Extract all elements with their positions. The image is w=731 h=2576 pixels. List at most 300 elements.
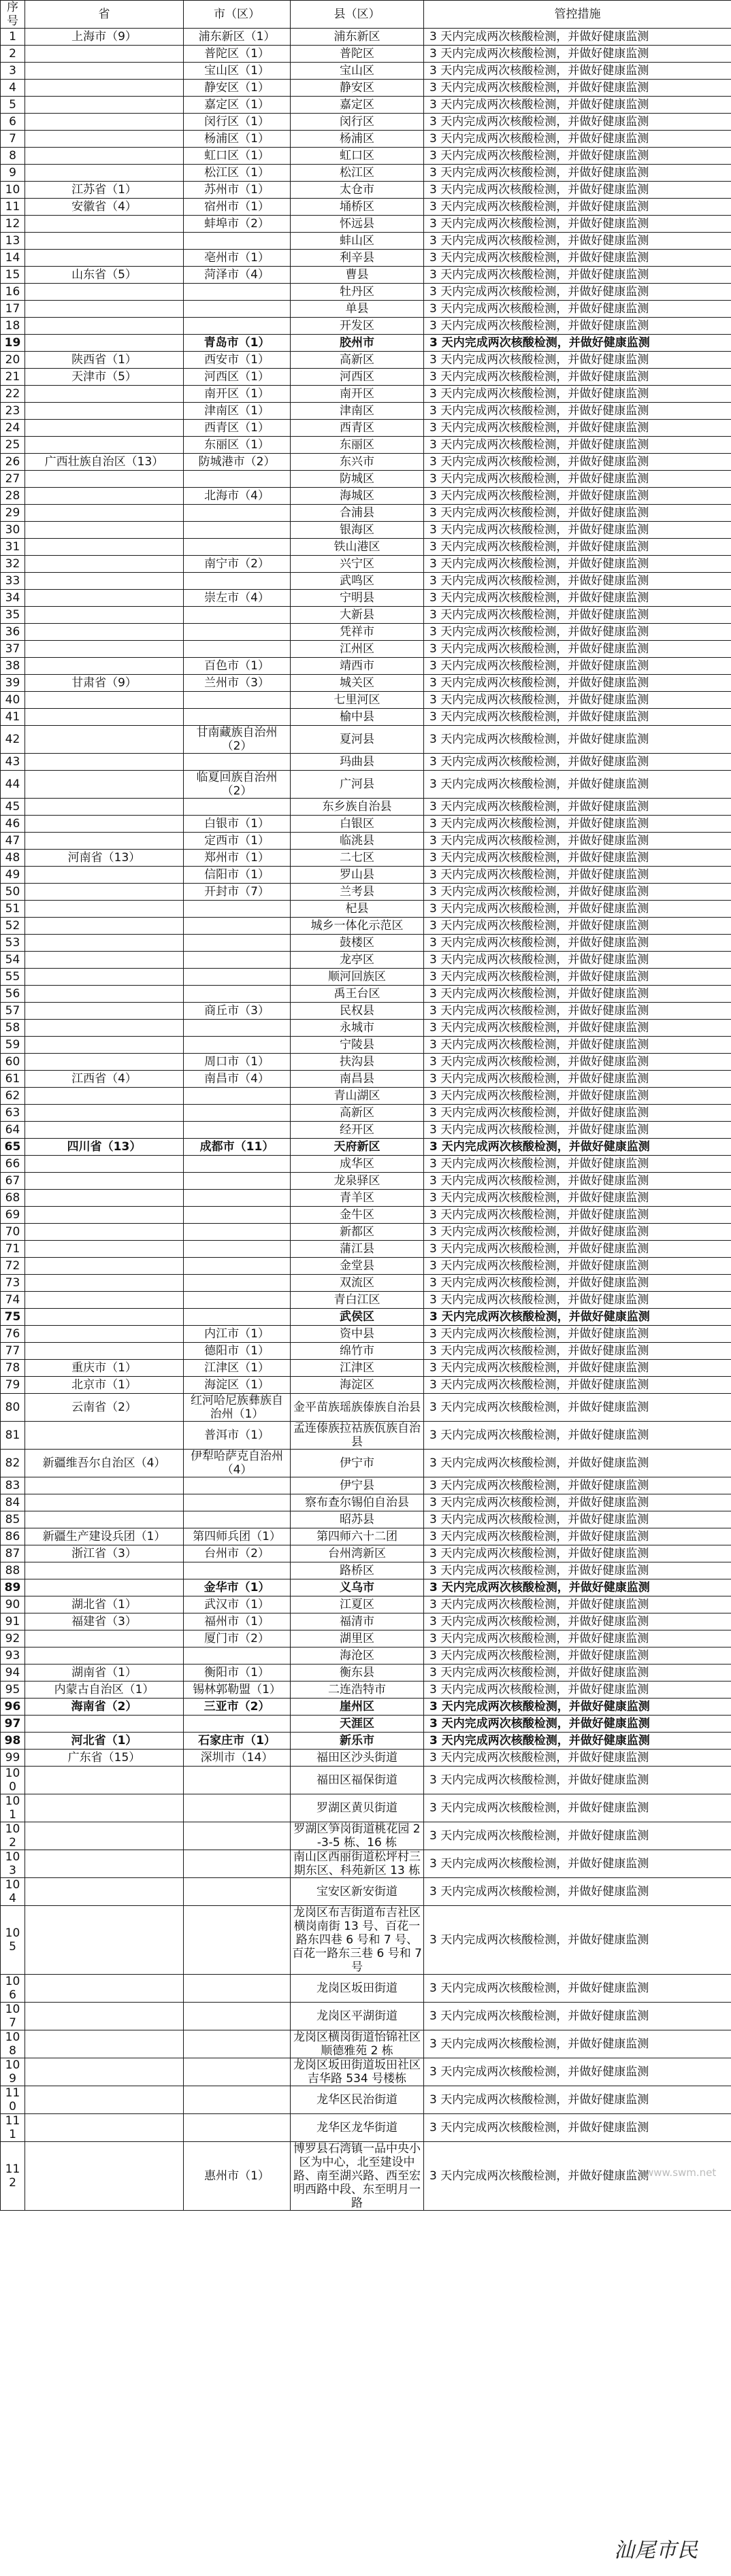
county-cell: 杞县	[291, 901, 424, 918]
province-cell	[25, 301, 184, 318]
row-index-cell: 62	[1, 1088, 25, 1105]
row-index-cell: 35	[1, 607, 25, 624]
province-cell	[25, 1822, 184, 1850]
measure-cell: 3 天内完成两次核酸检测，并做好健康监测	[424, 1088, 731, 1105]
county-cell: 新都区	[291, 1224, 424, 1241]
city-cell: 松江区（1）	[184, 165, 291, 182]
province-cell	[25, 1343, 184, 1360]
row-index-cell: 69	[1, 1207, 25, 1224]
province-cell	[25, 1224, 184, 1241]
row-index-cell: 7	[1, 131, 25, 148]
measure-cell: 3 天内完成两次核酸检测，并做好健康监测	[424, 1665, 731, 1682]
city-cell: 静安区（1）	[184, 80, 291, 97]
province-cell	[25, 867, 184, 884]
county-cell: 津南区	[291, 403, 424, 420]
table-row	[1, 1850, 731, 1878]
table-row	[1, 692, 731, 709]
province-cell	[25, 1716, 184, 1733]
column-header: 市（区）	[184, 1, 291, 29]
measure-cell: 3 天内完成两次核酸检测，并做好健康监测	[424, 471, 731, 488]
row-index-cell: 112	[1, 2142, 25, 2211]
county-cell: 民权县	[291, 1003, 424, 1020]
county-cell: 龙泉驿区	[291, 1173, 424, 1190]
city-cell: 红河哈尼族彝族自治州（1）	[184, 1394, 291, 1422]
county-cell: 青羊区	[291, 1190, 424, 1207]
city-cell: 惠州市（1）	[184, 2142, 291, 2211]
city-cell	[184, 284, 291, 301]
measure-cell: 3 天内完成两次核酸检测，并做好健康监测	[424, 918, 731, 935]
row-index-cell: 40	[1, 692, 25, 709]
row-index-cell: 8	[1, 148, 25, 165]
row-index-cell: 76	[1, 1326, 25, 1343]
row-index-cell: 98	[1, 1733, 25, 1750]
province-cell	[25, 692, 184, 709]
measure-cell: 3 天内完成两次核酸检测，并做好健康监测	[424, 624, 731, 641]
row-index-cell: 14	[1, 250, 25, 267]
city-cell: 浦东新区（1）	[184, 29, 291, 46]
city-cell	[184, 1156, 291, 1173]
row-index-cell: 104	[1, 1878, 25, 1906]
province-cell	[25, 1105, 184, 1122]
watermark-url: www.swm.net	[645, 2167, 717, 2179]
county-cell: 鼓楼区	[291, 935, 424, 952]
city-cell	[184, 1794, 291, 1822]
province-cell	[25, 539, 184, 556]
county-cell: 曹县	[291, 267, 424, 284]
measure-cell: 3 天内完成两次核酸检测，并做好健康监测	[424, 1037, 731, 1054]
table-row	[1, 80, 731, 97]
county-cell: 东兴市	[291, 454, 424, 471]
row-index-cell: 44	[1, 771, 25, 799]
table-row	[1, 454, 731, 471]
column-header: 序号	[1, 1, 25, 29]
county-cell: 武鸣区	[291, 573, 424, 590]
table-row	[1, 1360, 731, 1377]
row-index-cell: 13	[1, 233, 25, 250]
county-cell: 兴宁区	[291, 556, 424, 573]
column-header: 县（区）	[291, 1, 424, 29]
table-row	[1, 1906, 731, 1975]
measure-cell: 3 天内完成两次核酸检测，并做好健康监测	[424, 1822, 731, 1850]
table-row	[1, 607, 731, 624]
measure-cell: 3 天内完成两次核酸检测，并做好健康监测	[424, 386, 731, 403]
table-row	[1, 952, 731, 969]
county-cell: 城乡一体化示范区	[291, 918, 424, 935]
city-cell: 临夏回族自治州（2）	[184, 771, 291, 799]
table-row	[1, 505, 731, 522]
measure-cell: 3 天内完成两次核酸检测，并做好健康监测	[424, 114, 731, 131]
measure-cell: 3 天内完成两次核酸检测，并做好健康监测	[424, 1105, 731, 1122]
city-cell	[184, 318, 291, 335]
table-row	[1, 63, 731, 80]
province-cell	[25, 420, 184, 437]
measure-cell: 3 天内完成两次核酸检测，并做好健康监测	[424, 590, 731, 607]
table-row	[1, 1343, 731, 1360]
row-index-cell: 106	[1, 1975, 25, 2003]
city-cell: 津南区（1）	[184, 403, 291, 420]
measure-cell: 3 天内完成两次核酸检测，并做好健康监测	[424, 692, 731, 709]
province-cell	[25, 556, 184, 573]
county-cell: 铁山港区	[291, 539, 424, 556]
measure-cell: 3 天内完成两次核酸检测，并做好健康监测	[424, 1139, 731, 1156]
city-cell	[184, 952, 291, 969]
county-cell: 海沧区	[291, 1647, 424, 1665]
province-cell	[25, 1190, 184, 1207]
table-row	[1, 573, 731, 590]
province-cell	[25, 1088, 184, 1105]
row-index-cell: 71	[1, 1241, 25, 1258]
row-index-cell: 32	[1, 556, 25, 573]
province-cell: 内蒙古自治区（1）	[25, 1682, 184, 1699]
county-cell: 天涯区	[291, 1716, 424, 1733]
city-cell	[184, 1241, 291, 1258]
county-cell: 静安区	[291, 80, 424, 97]
measure-cell: 3 天内完成两次核酸检测，并做好健康监测	[424, 233, 731, 250]
county-cell: 龙亭区	[291, 952, 424, 969]
row-index-cell: 89	[1, 1579, 25, 1596]
measure-cell: 3 天内完成两次核酸检测，并做好健康监测	[424, 505, 731, 522]
table-row	[1, 1054, 731, 1071]
measure-cell: 3 天内完成两次核酸检测，并做好健康监测	[424, 335, 731, 352]
city-cell: 定西市（1）	[184, 833, 291, 850]
county-cell: 南昌县	[291, 1071, 424, 1088]
county-cell: 扶沟县	[291, 1054, 424, 1071]
row-index-cell: 99	[1, 1750, 25, 1767]
county-cell: 二连浩特市	[291, 1682, 424, 1699]
row-index-cell: 84	[1, 1494, 25, 1511]
row-index-cell: 10	[1, 182, 25, 199]
table-row	[1, 2003, 731, 2030]
county-cell: 怀远县	[291, 216, 424, 233]
measure-cell: 3 天内完成两次核酸检测，并做好健康监测	[424, 754, 731, 771]
city-cell	[184, 692, 291, 709]
row-index-cell: 6	[1, 114, 25, 131]
city-cell: 深圳市（14）	[184, 1750, 291, 1767]
province-cell: 陕西省（1）	[25, 352, 184, 369]
table-row	[1, 969, 731, 986]
measure-cell: 3 天内完成两次核酸检测，并做好健康监测	[424, 1511, 731, 1528]
measure-cell: 3 天内完成两次核酸检测，并做好健康监测	[424, 771, 731, 799]
city-cell: 普洱市（1）	[184, 1422, 291, 1450]
row-index-cell: 50	[1, 884, 25, 901]
province-cell	[25, 131, 184, 148]
province-cell: 广西壮族自治区（13）	[25, 454, 184, 471]
province-cell: 安徽省（4）	[25, 199, 184, 216]
row-index-cell: 77	[1, 1343, 25, 1360]
county-cell: 罗湖区笋岗街道桃花园 2-3-5 栋、16 栋	[291, 1822, 424, 1850]
measure-cell: 3 天内完成两次核酸检测，并做好健康监测	[424, 1343, 731, 1360]
table-row	[1, 1394, 731, 1422]
city-cell	[184, 1477, 291, 1494]
measure-cell: 3 天内完成两次核酸检测，并做好健康监测	[424, 1394, 731, 1422]
county-cell: 靖西市	[291, 658, 424, 675]
table-row	[1, 284, 731, 301]
table-row	[1, 301, 731, 318]
row-index-cell: 64	[1, 1122, 25, 1139]
table-row	[1, 1088, 731, 1105]
measure-cell: 3 天内完成两次核酸检测，并做好健康监测	[424, 352, 731, 369]
table-row	[1, 1037, 731, 1054]
province-cell	[25, 2086, 184, 2114]
province-cell	[25, 97, 184, 114]
measure-cell: 3 天内完成两次核酸检测，并做好健康监测	[424, 2086, 731, 2114]
city-cell	[184, 1088, 291, 1105]
measure-cell: 3 天内完成两次核酸检测，并做好健康监测	[424, 641, 731, 658]
county-cell: 福田区沙头街道	[291, 1750, 424, 1767]
county-cell: 金牛区	[291, 1207, 424, 1224]
measure-cell: 3 天内完成两次核酸检测，并做好健康监测	[424, 182, 731, 199]
province-cell	[25, 1258, 184, 1275]
measure-cell: 3 天内完成两次核酸检测，并做好健康监测	[424, 1682, 731, 1699]
province-cell	[25, 335, 184, 352]
province-cell	[25, 754, 184, 771]
county-cell: 埇桥区	[291, 199, 424, 216]
province-cell	[25, 1906, 184, 1975]
county-cell: 江州区	[291, 641, 424, 658]
measure-cell: 3 天内完成两次核酸检测，并做好健康监测	[424, 2114, 731, 2142]
row-index-cell: 101	[1, 1794, 25, 1822]
city-cell: 信阳市（1）	[184, 867, 291, 884]
measure-cell: 3 天内完成两次核酸检测，并做好健康监测	[424, 1630, 731, 1647]
city-cell: 蚌埠市（2）	[184, 216, 291, 233]
table-row	[1, 1750, 731, 1767]
row-index-cell: 26	[1, 454, 25, 471]
measure-cell: 3 天内完成两次核酸检测，并做好健康监测	[424, 437, 731, 454]
province-cell	[25, 1292, 184, 1309]
measure-cell: 3 天内完成两次核酸检测，并做好健康监测	[424, 1156, 731, 1173]
city-cell	[184, 1975, 291, 2003]
table-row	[1, 1207, 731, 1224]
measure-cell: 3 天内完成两次核酸检测，并做好健康监测	[424, 1309, 731, 1326]
row-index-cell: 48	[1, 850, 25, 867]
table-row	[1, 1258, 731, 1275]
measure-cell: 3 天内完成两次核酸检测，并做好健康监测	[424, 1528, 731, 1545]
county-cell: 南开区	[291, 386, 424, 403]
table-row	[1, 2142, 731, 2211]
city-cell	[184, 1020, 291, 1037]
city-cell: 东丽区（1）	[184, 437, 291, 454]
county-cell: 龙岗区横岗街道怡锦社区顺德雅苑 2 栋	[291, 2030, 424, 2058]
table-row	[1, 1579, 731, 1596]
measure-cell: 3 天内完成两次核酸检测，并做好健康监测	[424, 935, 731, 952]
province-cell	[25, 1241, 184, 1258]
table-row	[1, 726, 731, 754]
city-cell: 德阳市（1）	[184, 1343, 291, 1360]
table-row	[1, 386, 731, 403]
county-cell: 虹口区	[291, 148, 424, 165]
province-cell	[25, 1630, 184, 1647]
row-index-cell: 87	[1, 1545, 25, 1562]
county-cell: 台州湾新区	[291, 1545, 424, 1562]
table-row	[1, 1139, 731, 1156]
row-index-cell: 68	[1, 1190, 25, 1207]
measure-cell: 3 天内完成两次核酸检测，并做好健康监测	[424, 148, 731, 165]
row-index-cell: 30	[1, 522, 25, 539]
measure-cell: 3 天内完成两次核酸检测，并做好健康监测	[424, 63, 731, 80]
county-cell: 龙岗区坂田街道	[291, 1975, 424, 2003]
city-cell: 第四师兵团（1）	[184, 1528, 291, 1545]
measure-cell: 3 天内完成两次核酸检测，并做好健康监测	[424, 1360, 731, 1377]
city-cell	[184, 1292, 291, 1309]
row-index-cell: 92	[1, 1630, 25, 1647]
row-index-cell: 3	[1, 63, 25, 80]
row-index-cell: 47	[1, 833, 25, 850]
province-cell	[25, 641, 184, 658]
county-cell: 孟连傣族拉祜族佤族自治县	[291, 1422, 424, 1450]
table-header-row	[1, 1, 731, 29]
city-cell	[184, 607, 291, 624]
measure-cell: 3 天内完成两次核酸检测，并做好健康监测	[424, 46, 731, 63]
measure-cell: 3 天内完成两次核酸检测，并做好健康监测	[424, 1173, 731, 1190]
county-cell: 龙岗区坂田街道坂田社区吉华路 534 号楼栋	[291, 2058, 424, 2086]
table-row	[1, 182, 731, 199]
row-index-cell: 39	[1, 675, 25, 692]
table-row	[1, 335, 731, 352]
province-cell	[25, 658, 184, 675]
table-row	[1, 216, 731, 233]
county-cell: 海淀区	[291, 1377, 424, 1394]
county-cell: 西青区	[291, 420, 424, 437]
province-cell	[25, 1579, 184, 1596]
city-cell	[184, 539, 291, 556]
province-cell	[25, 1794, 184, 1822]
measure-cell: 3 天内完成两次核酸检测，并做好健康监测	[424, 1377, 731, 1394]
table-row	[1, 986, 731, 1003]
measure-cell: 3 天内完成两次核酸检测，并做好健康监测	[424, 1450, 731, 1477]
province-cell	[25, 1037, 184, 1054]
city-cell: 百色市（1）	[184, 658, 291, 675]
city-cell: 锡林郭勒盟（1）	[184, 1682, 291, 1699]
measure-cell: 3 天内完成两次核酸检测，并做好健康监测	[424, 29, 731, 46]
city-cell	[184, 799, 291, 816]
measure-cell: 3 天内完成两次核酸检测，并做好健康监测	[424, 1071, 731, 1088]
province-cell	[25, 726, 184, 754]
province-cell	[25, 986, 184, 1003]
table-row	[1, 1528, 731, 1545]
table-row	[1, 1173, 731, 1190]
measure-cell: 3 天内完成两次核酸检测，并做好健康监测	[424, 539, 731, 556]
row-index-cell: 75	[1, 1309, 25, 1326]
table-row	[1, 1613, 731, 1630]
row-index-cell: 61	[1, 1071, 25, 1088]
city-cell	[184, 505, 291, 522]
table-row	[1, 1105, 731, 1122]
city-cell	[184, 1224, 291, 1241]
city-cell: 亳州市（1）	[184, 250, 291, 267]
city-cell	[184, 1190, 291, 1207]
province-cell: 海南省（2）	[25, 1699, 184, 1716]
row-index-cell: 24	[1, 420, 25, 437]
province-cell	[25, 46, 184, 63]
table-row	[1, 1822, 731, 1850]
table-row	[1, 867, 731, 884]
province-cell: 江苏省（1）	[25, 182, 184, 199]
province-cell: 新疆维吾尔自治区（4）	[25, 1450, 184, 1477]
row-index-cell: 54	[1, 952, 25, 969]
table-row	[1, 1630, 731, 1647]
measure-cell: 3 天内完成两次核酸检测，并做好健康监测	[424, 284, 731, 301]
row-index-cell: 4	[1, 80, 25, 97]
city-cell: 苏州市（1）	[184, 182, 291, 199]
city-cell	[184, 1850, 291, 1878]
measure-cell: 3 天内完成两次核酸检测，并做好健康监测	[424, 799, 731, 816]
county-cell: 资中县	[291, 1326, 424, 1343]
county-cell: 顺河回族区	[291, 969, 424, 986]
measure-cell: 3 天内完成两次核酸检测，并做好健康监测	[424, 403, 731, 420]
province-cell	[25, 284, 184, 301]
measure-cell: 3 天内完成两次核酸检测，并做好健康监测	[424, 1647, 731, 1665]
province-cell	[25, 114, 184, 131]
county-cell: 银海区	[291, 522, 424, 539]
city-cell: 宿州市（1）	[184, 199, 291, 216]
city-cell: 虹口区（1）	[184, 148, 291, 165]
city-cell: 伊犁哈萨克自治州（4）	[184, 1450, 291, 1477]
table-row	[1, 1665, 731, 1682]
province-cell: 天津市（5）	[25, 369, 184, 386]
table-row	[1, 1275, 731, 1292]
measure-cell: 3 天内完成两次核酸检测，并做好健康监测	[424, 1579, 731, 1596]
table-row	[1, 2058, 731, 2086]
measure-cell: 3 天内完成两次核酸检测，并做好健康监测	[424, 1122, 731, 1139]
province-cell	[25, 969, 184, 986]
province-cell	[25, 403, 184, 420]
city-cell	[184, 1767, 291, 1794]
measure-cell: 3 天内完成两次核酸检测，并做好健康监测	[424, 1850, 731, 1878]
table-row	[1, 833, 731, 850]
city-cell: 菏泽市（4）	[184, 267, 291, 284]
table-row	[1, 1450, 731, 1477]
row-index-cell: 72	[1, 1258, 25, 1275]
measure-cell: 3 天内完成两次核酸检测，并做好健康监测	[424, 216, 731, 233]
table-row	[1, 1716, 731, 1733]
county-cell: 昭苏县	[291, 1511, 424, 1528]
city-cell: 成都市（11）	[184, 1139, 291, 1156]
row-index-cell: 20	[1, 352, 25, 369]
measure-cell: 3 天内完成两次核酸检测，并做好健康监测	[424, 556, 731, 573]
county-cell: 凭祥市	[291, 624, 424, 641]
county-cell: 松江区	[291, 165, 424, 182]
city-cell: 武汉市（1）	[184, 1596, 291, 1613]
county-cell: 罗山县	[291, 867, 424, 884]
county-cell: 合浦县	[291, 505, 424, 522]
county-cell: 浦东新区	[291, 29, 424, 46]
county-cell: 开发区	[291, 318, 424, 335]
county-cell: 兰考县	[291, 884, 424, 901]
measure-cell: 3 天内完成两次核酸检测，并做好健康监测	[424, 2058, 731, 2086]
row-index-cell: 82	[1, 1450, 25, 1477]
row-index-cell: 16	[1, 284, 25, 301]
measure-cell: 3 天内完成两次核酸检测，并做好健康监测	[424, 1422, 731, 1450]
county-cell: 二七区	[291, 850, 424, 867]
city-cell	[184, 641, 291, 658]
county-cell: 大新县	[291, 607, 424, 624]
row-index-cell: 41	[1, 709, 25, 726]
province-cell: 河南省（13）	[25, 850, 184, 867]
row-index-cell: 100	[1, 1767, 25, 1794]
measure-cell: 3 天内完成两次核酸检测，并做好健康监测	[424, 675, 731, 692]
county-cell: 义乌市	[291, 1579, 424, 1596]
table-row	[1, 1292, 731, 1309]
county-cell: 武侯区	[291, 1309, 424, 1326]
city-cell: 内江市（1）	[184, 1326, 291, 1343]
county-cell: 宝安区新安街道	[291, 1878, 424, 1906]
table-row	[1, 1003, 731, 1020]
city-cell	[184, 1494, 291, 1511]
table-row	[1, 488, 731, 505]
measure-cell: 3 天内完成两次核酸检测，并做好健康监测	[424, 1767, 731, 1794]
row-index-cell: 65	[1, 1139, 25, 1156]
province-cell	[25, 833, 184, 850]
